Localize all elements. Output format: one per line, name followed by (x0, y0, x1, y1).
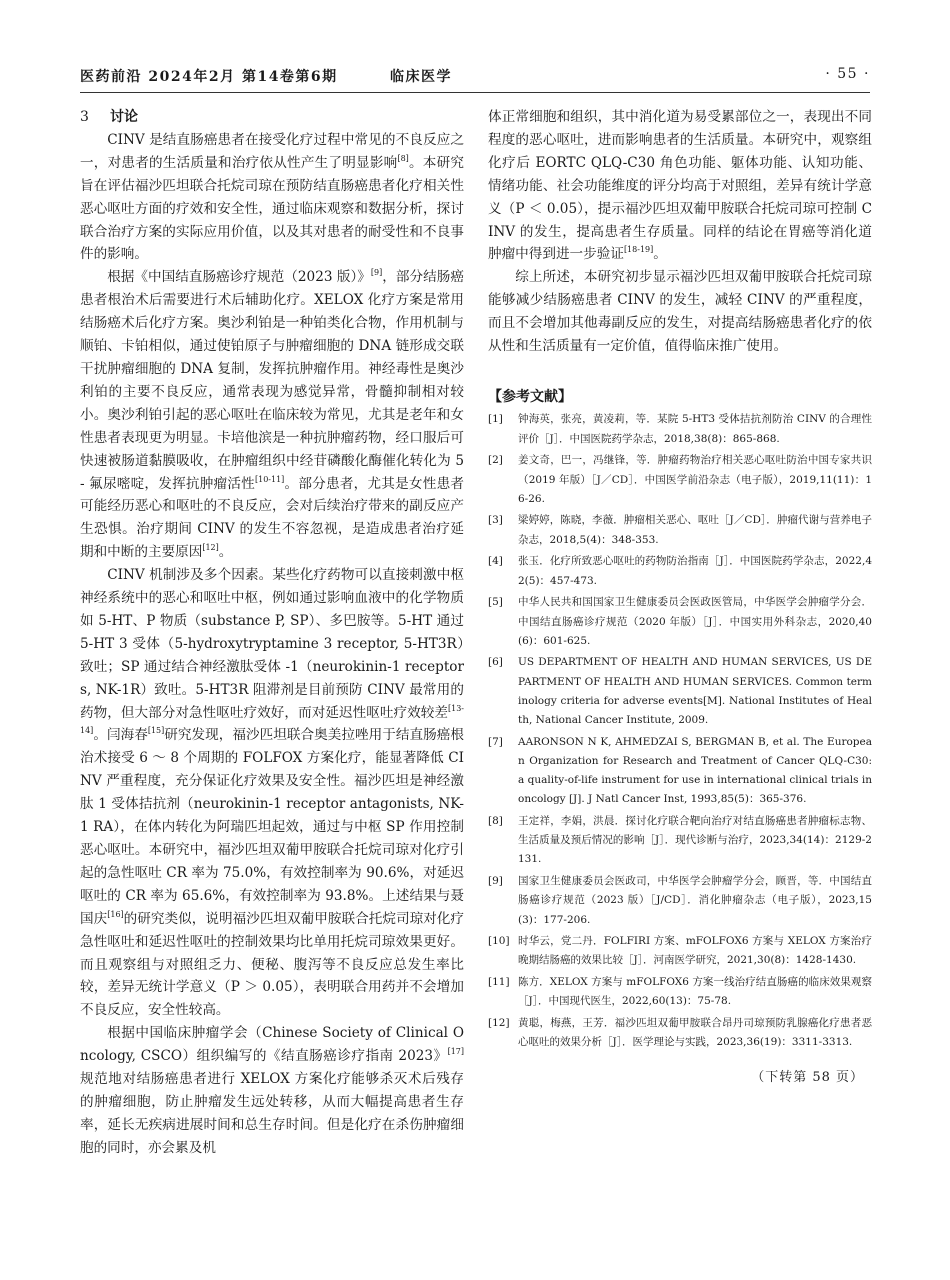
references-heading: 【参考文献】 (488, 388, 572, 405)
paragraph-2: 根据《中国结直肠癌诊疗规范（2023 版）》[9]，部分结肠癌患者根治术后需要进行术后辅助化疗。XELOX 化疗方案是常用结肠癌术后化疗方案。奥沙利铂是一种铂类化合物，作用机制与顺铂、卡铂相似，通过使铂原子与肿瘤细胞的 DNA 链形成交联干扰肿瘤细胞的 DNA 复制，发挥抗肿瘤作用。神经毒性是奥沙利铂的主要不良反应，通常表现为感觉异常，骨髓抑制相对较小。奥沙利铂引起的恶心呕吐在临床较为常见，尤其是老年和女性患者表现更为明显。卡培他滨是一种抗肿瘤药物，经口服后可快速被肠道黏膜吸收，在肿瘤组织中经苷磷酸化酶催化转化为 5- 氟尿嘧啶，发挥抗肿瘤活性[10-11]。部分患者，尤其是女性患者可能经历恶心和呕吐的不良反应，会对后续治疗带来的副反应产生恐惧。治疗期间 CINV 的发生不容忽视，是造成患者治疗延期和中断的主要原因[12]。 (80, 268, 464, 561)
header-rule (80, 92, 870, 93)
reference-item (488, 410, 872, 448)
citation: [18-19] (623, 245, 654, 255)
reference-item (488, 1014, 872, 1052)
reference-number: [9] (488, 875, 503, 888)
paragraph-3: CINV 机制涉及多个因素。某些化疗药物可以直接刺激中枢神经系统中的恶心和呕吐中枢，例如通过影响血液中的化学物质如 5-HT、P 物质（substance P, SP）、多巴胺等。5-HT 通过 5-HT 3 受体（5-hydroxytryptamine 3 receptor, 5-HT3R）致吐；SP 通过结合神经激肽受体 -1（neurokinin-1 receptors, NK-1R）致吐。5-HT3R 阻滞剂是目前预防 CINV 最常用的药物，但大部分对急性呕吐疗效好，而对延迟性呕吐疗效较差[13-14]。闫海春[15]研究发现，福沙匹坦联合奥美拉唑用于结直肠癌根治术接受 6 ～ 8 个周期的 FOLFOX 方案化疗，能显著降低 CINV 严重程度，充分保证化疗效果及安全性。福沙匹坦是神经激肽 1 受体拮抗剂（neurokinin-1 receptor antagonists, NK-1 RA），在体内转化为阿瑞匹坦起效，通过与中枢 SP 作用控制恶心呕吐。本研究中，福沙匹坦双葡甲胺联合托烷司琼对化疗引起的急性呕吐 CR 率为 75.0%，有效控制率为 90.6%，对延迟呕吐的 CR 率为 65.6%，有效控制率为 93.8%。上述结果与聂国庆[16]的研究类似，说明福沙匹坦双葡甲胺联合托烷司琼对化疗急性呕吐和延迟性呕吐的控制效果均比单用托烷司琼效果更好。而且观察组与对照组乏力、便秘、腹泻等不良反应总发生率比较，差异无统计学意义（P ＞ 0.05），表明联合用药并不会增加不良反应，安全性较高。 (80, 567, 465, 1019)
reference-number: [8] (488, 815, 503, 828)
section-title: 讨论 (110, 109, 138, 125)
references-list (488, 410, 872, 1052)
reference-number: [10] (488, 935, 510, 948)
citation: [15] (147, 726, 165, 736)
reference-text: 陈方．XELOX 方案与 mFOLFOX6 方案一线治疗结直肠癌的临床效果观察［J］．中国现代医生，2022,60(13)：75-78. (518, 976, 872, 1008)
citation: [16] (107, 909, 124, 919)
paragraph-1: CINV 是结直肠癌患者在接受化疗过程中常见的不良反应之一，对患者的生活质量和治疗依从性产生了明显影响[8]。本研究旨在评估福沙匹坦联合托烷司琼在预防结直肠癌患者化疗相关性恶心呕吐方面的疗效和安全性，通过临床观察和数据分析，探讨联合治疗方案的实际应用价值，以及其对患者的耐受性和不良事件的影响。 (80, 131, 465, 263)
reference-text: 国家卫生健康委员会医政司，中华医学会肿瘤学分会，顾晋，等．中国结直肠癌诊疗规范（2023 版）［J/CD］．消化肿瘤杂志（电子版），2023,15(3)：177-206. (518, 875, 872, 926)
reference-number: [12] (488, 1017, 510, 1030)
citation: [8] (397, 153, 409, 163)
reference-number: [11] (488, 976, 510, 989)
reference-number: [6] (488, 656, 503, 669)
continued-note: （下转第 58 页） (751, 1070, 864, 1086)
reference-text: 梁婷婷，陈晓，李薇．肿瘤相关恶心、呕吐［J／CD］．肿瘤代谢与营养电子杂志，2018,5(4)：348-353. (518, 514, 872, 546)
right-column (488, 106, 872, 1085)
section-number: 3 (80, 109, 89, 125)
reference-number: [5] (488, 596, 503, 609)
reference-text: AARONSON N K, AHMEDZAI S, BERGMAN B, et al. The European Organization for Research and Treatment of Cancer QLQ-C30: a quality-of-life instrument for use in international clinical trials in oncology [J]. J Natl Cancer Inst, 1993,85(5)：365-376. (518, 735, 872, 806)
reference-number: [3] (488, 514, 503, 527)
citation: [13-14] (80, 703, 464, 736)
citation: [10-11] (255, 474, 285, 484)
left-column (80, 106, 464, 1160)
page-number: · 55 · (825, 66, 870, 82)
paragraph-5: 体正常细胞和组织，其中消化道为易受累部位之一，表现出不同程度的恶心呕吐，进而影响患者的生活质量。本研究中，观察组化疗后 EORTC QLQ-C30 角色功能、躯体功能、认知功能、情绪功能、社会功能维度的评分均高于对照组，差异有统计学意义（P ＜ 0.05），提示福沙匹坦双葡甲胺联合托烷司琼可控制 CINV 的发生，提高患者生存质量。同样的结论在胃癌等消化道肿瘤中得到进一步验证[18-19]。 (488, 109, 872, 263)
reference-text: 姜文奇，巴一，冯继锋，等．肿瘤药物治疗相关恶心呕吐防治中国专家共识（2019 年版）［J／CD］．中国医学前沿杂志（电子版），2019,11(11)：16-26. (518, 454, 872, 505)
reference-number: [4] (488, 555, 503, 568)
reference-item (488, 932, 872, 970)
reference-text: 黄聪，梅燕，王芳．福沙匹坦双葡甲胺联合昂丹司琼预防乳腺癌化疗患者恶心呕吐的效果分析［J］．医学理论与实践，2023,36(19)：3311-3313. (518, 1017, 872, 1049)
reference-item (488, 733, 872, 810)
section-heading (80, 106, 464, 129)
reference-number: [2] (488, 454, 503, 467)
paragraph-6: 综上所述，本研究初步显示福沙匹坦双葡甲胺联合托烷司琼能够减少结肠癌患者 CINV 的发生，减轻 CINV 的严重程度，而且不会增加其他毒副反应的发生，对提高结肠癌患者化疗的依从性和生活质量有一定价值，值得临床推广使用。 (488, 269, 872, 355)
reference-item (488, 973, 872, 1011)
reference-item (488, 653, 872, 730)
journal-info: 医药前沿 2024年2月 第14卷第6期 (80, 69, 338, 85)
reference-item (488, 552, 872, 590)
reference-text: 中华人民共和国国家卫生健康委员会医政医管局，中华医学会肿瘤学分会．中国结直肠癌诊疗规范（2020 年版）［J］．中国实用外科杂志，2020,40(6)：601-625. (518, 596, 872, 647)
reference-item (488, 872, 872, 930)
citation: [9] (370, 268, 383, 278)
running-header (80, 62, 870, 88)
reference-item (488, 812, 872, 870)
reference-text: 时华云，党二丹．FOLFIRI 方案、mFOLFOX6 方案与 XELOX 方案治疗晚期结肠癌的效果比较［J］．河南医学研究，2021,30(8)：1428-1430. (518, 935, 872, 967)
reference-number: [7] (488, 735, 503, 748)
reference-text: 王定祥，李娟，洪晨．探讨化疗联合靶向治疗对结直肠癌患者肿瘤标志物、生活质量及预后情况的影响［J］．现代诊断与治疗，2023,34(14)：2129-2131. (518, 815, 872, 866)
reference-text: US DEPARTMENT OF HEALTH AND HUMAN SERVICES, US DEPARTMENT OF HEALTH AND HUMAN SERVICES. Common terminology criteria for adverse events[M]. National Institutes of Health, National Cancer Institute, 2009. (518, 656, 872, 727)
reference-item (488, 451, 872, 509)
reference-text: 张玉．化疗所致恶心呕吐的药物防治指南［J］．中国医院药学杂志，2022,42(5)：457-473. (518, 555, 872, 587)
citation: [12] (202, 543, 219, 553)
section-name: 临床医学 (390, 69, 452, 85)
reference-item (488, 593, 872, 651)
reference-item (488, 511, 872, 549)
paragraph-4: 根据中国临床肿瘤学会（Chinese Society of Clinical Oncology, CSCO）组织编写的《结直肠癌诊疗指南 2023》[17]规范地对结肠癌患者进行 XELOX 方案化疗能够杀灭术后残存的肿瘤细胞，防止肿瘤发生远处转移，从而大幅提高患者生存率，延长无疾病进展时间和总生存时间。但是化疗在杀伤肿瘤细胞的同时，亦会累及机 (80, 1025, 464, 1156)
reference-text: 钟海英，张亮，黄凌莉，等．某院 5-HT3 受体拮抗剂防治 CINV 的合理性评价［J］．中国医院药学杂志，2018,38(8)：865-868. (518, 413, 872, 445)
citation: [17] (447, 1047, 464, 1057)
reference-number: [1] (488, 413, 503, 426)
